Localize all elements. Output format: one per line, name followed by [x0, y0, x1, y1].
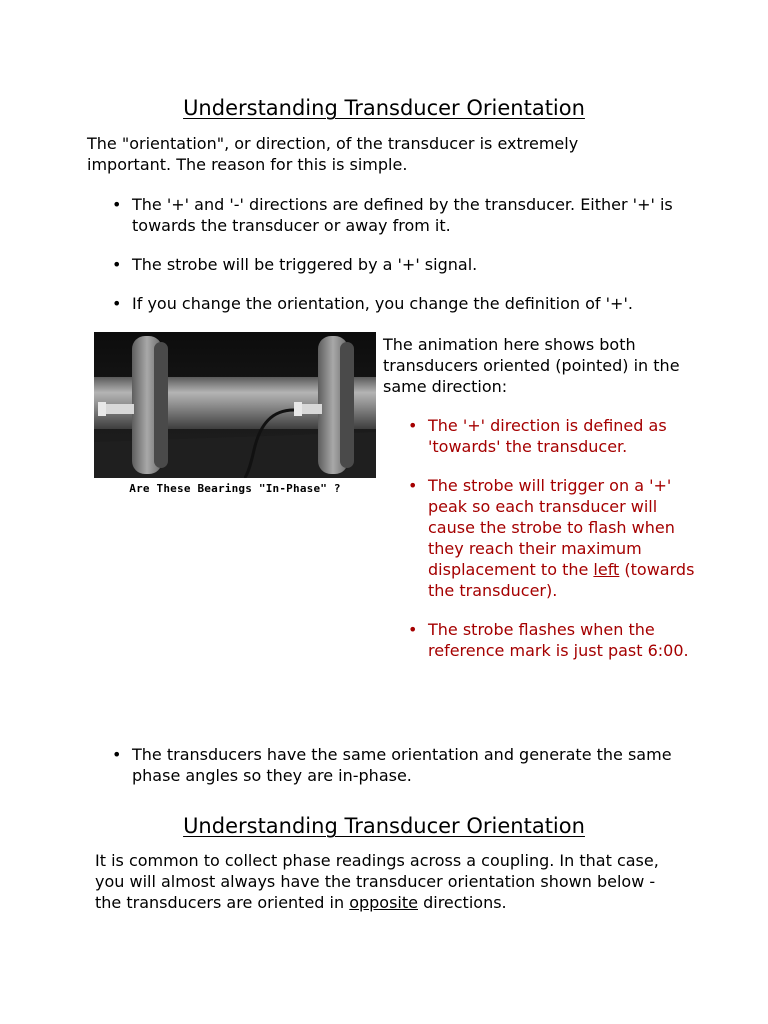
coupling-paragraph-text: It is common to collect phase readings across a coupling. In that case, you will almost always have the transducer orientation shown below - the transducers are oriented in: [95, 851, 659, 912]
section-title-2: Understanding Transducer Orientation: [183, 814, 585, 838]
animation-intro: The animation here shows both transducers oriented (pointed) in the same direction:: [383, 335, 680, 396]
bullet-towards-definition: • The '+' direction is defined as 'towards' the transducer.: [402, 415, 702, 457]
right-bearing-rim: [340, 342, 354, 468]
bullet-change-orientation: • If you change the orientation, you change the definition of '+'.: [106, 293, 676, 314]
bullet-strobe-trigger: • The strobe will be triggered by a '+' signal.: [106, 254, 676, 275]
coupling-paragraph: [95, 850, 685, 913]
figure-caption: Are These Bearings "In-Phase" ?: [129, 482, 341, 495]
coupling-paragraph-tail: directions.: [418, 893, 507, 912]
bullet-direction-definition: • The '+' and '-' directions are defined by the transducer. Either '+' is towards the transducer or away from it.: [106, 194, 676, 236]
conclusion-bullets: [106, 744, 676, 786]
intro-paragraph: The "orientation", or direction, of the transducer is extremely important. The reason for this is simple.: [87, 134, 579, 174]
bearings-animation-image: [94, 332, 376, 478]
animation-bullets: [402, 415, 702, 661]
bullet-strobe-peak-tail: (towards the transducer).: [428, 560, 695, 600]
left-transducer: [104, 404, 134, 414]
bullet-in-phase-conclusion: • The transducers have the same orientation and generate the same phase angles so they are in-phase.: [106, 744, 676, 786]
left-transducer-tip: [98, 402, 106, 416]
bullet-strobe-peak: [402, 475, 702, 601]
right-transducer-tip: [294, 402, 302, 416]
left-bearing-rim: [154, 342, 168, 468]
section-title: Understanding Transducer Orientation: [183, 96, 585, 120]
left-emphasis: left: [593, 560, 620, 579]
opposite-emphasis: opposite: [349, 893, 418, 912]
right-transducer: [300, 404, 322, 414]
bullet-strobe-peak-text: The strobe will trigger on a '+' peak so each transducer will cause the strobe to flash when they reach their maximum displacement to the: [428, 476, 675, 579]
bullet-reference-mark: • The strobe flashes when the reference mark is just past 6:00.: [402, 619, 702, 661]
orientation-bullets: [106, 194, 676, 314]
